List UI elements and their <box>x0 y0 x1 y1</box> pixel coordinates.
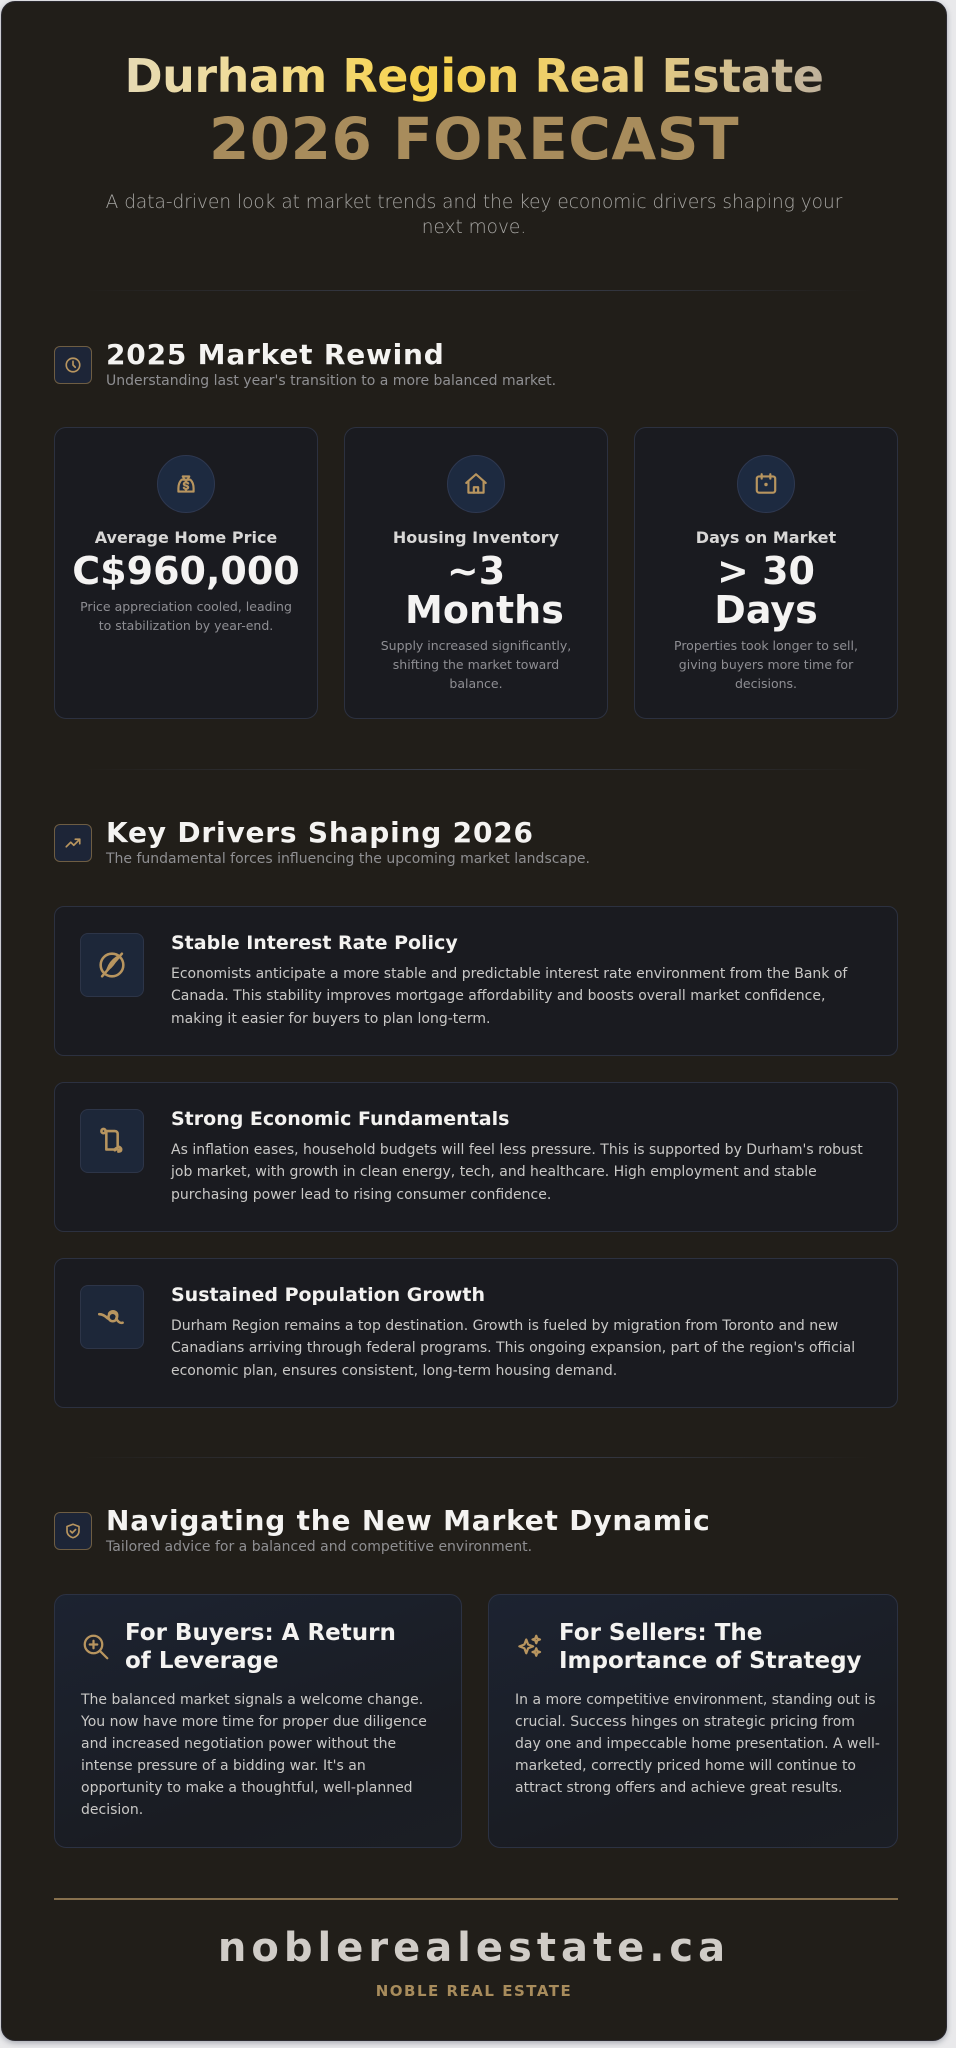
percent-feather-icon <box>80 933 144 997</box>
driver-card-economy <box>54 1082 898 1232</box>
driver-title: Stable Interest Rate Policy <box>171 932 458 954</box>
stat-card-price <box>54 427 318 719</box>
page-subtitle: 2026 FORECAST <box>208 105 740 173</box>
stat-label: Days on Market <box>695 528 837 547</box>
zoom-in-icon <box>81 1632 111 1662</box>
section-header-rewind <box>54 338 556 390</box>
advice-body: In a more competitive environment, standing out is crucial. Success hinges on strategic pricing from day one and impeccable home presentation. A well-marketed, correctly priced home will continue to attract strong offers and achieve great results. <box>515 1692 880 1796</box>
money-bag-icon <box>157 455 215 513</box>
advice-title: For Buyers: A Return of Leverage <box>125 1620 396 1674</box>
stat-label: Housing Inventory <box>392 528 560 547</box>
section-description: The fundamental forces influencing the upcoming market landscape. <box>106 851 590 867</box>
driver-body: Durham Region remains a top destination. Growth is fueled by migration from Toronto and new Canadians arriving through federal programs. This ongoing expansion, part of the region's official economic plan, ensures consistent, long-term housing demand. <box>171 1318 856 1379</box>
hero-description: A data-driven look at market trends and the key economic drivers shaping your next move. <box>105 192 843 238</box>
driver-title: Strong Economic Fundamentals <box>171 1108 510 1130</box>
section-divider <box>82 1457 872 1458</box>
advice-card-sellers <box>488 1594 898 1848</box>
stat-note: Price appreciation cooled, leading to stabilization by year-end. <box>80 599 292 633</box>
driver-body: As inflation eases, household budgets will feel less pressure. This is supported by Durham's robust job market, with growth in clean energy, tech, and healthcare. High employment and stable purchasing power lead to rising consumer confidence. <box>171 1142 863 1203</box>
stat-note: Supply increased significantly, shifting the market toward balance. <box>380 638 572 691</box>
home-icon <box>447 455 505 513</box>
trending-up-icon <box>54 824 92 862</box>
calendar-icon <box>737 455 795 513</box>
section-title: Key Drivers Shaping 2026 <box>106 816 534 849</box>
section-divider <box>82 290 872 291</box>
footer-brand: NOBLE REAL ESTATE <box>375 1982 573 2000</box>
scroll-icon <box>80 1109 144 1173</box>
stat-card-days <box>634 427 898 719</box>
sparkles-icon <box>515 1632 545 1662</box>
infographic-page <box>1 1 947 2041</box>
stat-value: ~3 Months <box>405 549 564 632</box>
page-title: Durham Region Real Estate <box>2 48 946 104</box>
stat-label: Average Home Price <box>94 528 278 547</box>
stat-card-inventory <box>344 427 608 719</box>
stat-value: C$960,000 <box>72 549 300 593</box>
footer-divider <box>54 1898 898 1900</box>
footer-website-link[interactable]: noblerealestate.ca <box>217 1925 731 1971</box>
growth-swirl-icon <box>80 1285 144 1349</box>
advice-card-buyers <box>54 1594 462 1848</box>
section-header-drivers <box>54 816 590 868</box>
driver-body: Economists anticipate a more stable and predictable interest rate environment from the Bank of Canada. This stability improves mortgage affordability and boosts overall market confidence, making it easier for buyers to plan long-term. <box>171 966 848 1027</box>
section-description: Tailored advice for a balanced and competitive environment. <box>106 1539 533 1555</box>
section-title: 2025 Market Rewind <box>106 338 445 371</box>
stat-note: Properties took longer to sell, giving buyers more time for decisions. <box>674 638 858 691</box>
stat-value: > 30 Days <box>714 549 818 632</box>
section-divider <box>82 769 872 770</box>
driver-card-interest <box>54 906 898 1056</box>
advice-body: The balanced market signals a welcome change. You now have more time for proper due diligence and increased negotiation power without the intense pressure of a bidding war. It's an opportunity to make a thoughtful, well-planned decision. <box>81 1692 427 1818</box>
driver-card-population <box>54 1258 898 1408</box>
section-header-navigating <box>54 1504 711 1556</box>
hero <box>2 48 946 240</box>
driver-title: Sustained Population Growth <box>171 1284 485 1306</box>
advice-title: For Sellers: The Importance of Strategy <box>559 1620 862 1674</box>
clock-icon <box>54 346 92 384</box>
shield-check-icon <box>54 1512 92 1550</box>
section-title: Navigating the New Market Dynamic <box>106 1504 711 1537</box>
section-description: Understanding last year's transition to a more balanced market. <box>106 373 557 389</box>
